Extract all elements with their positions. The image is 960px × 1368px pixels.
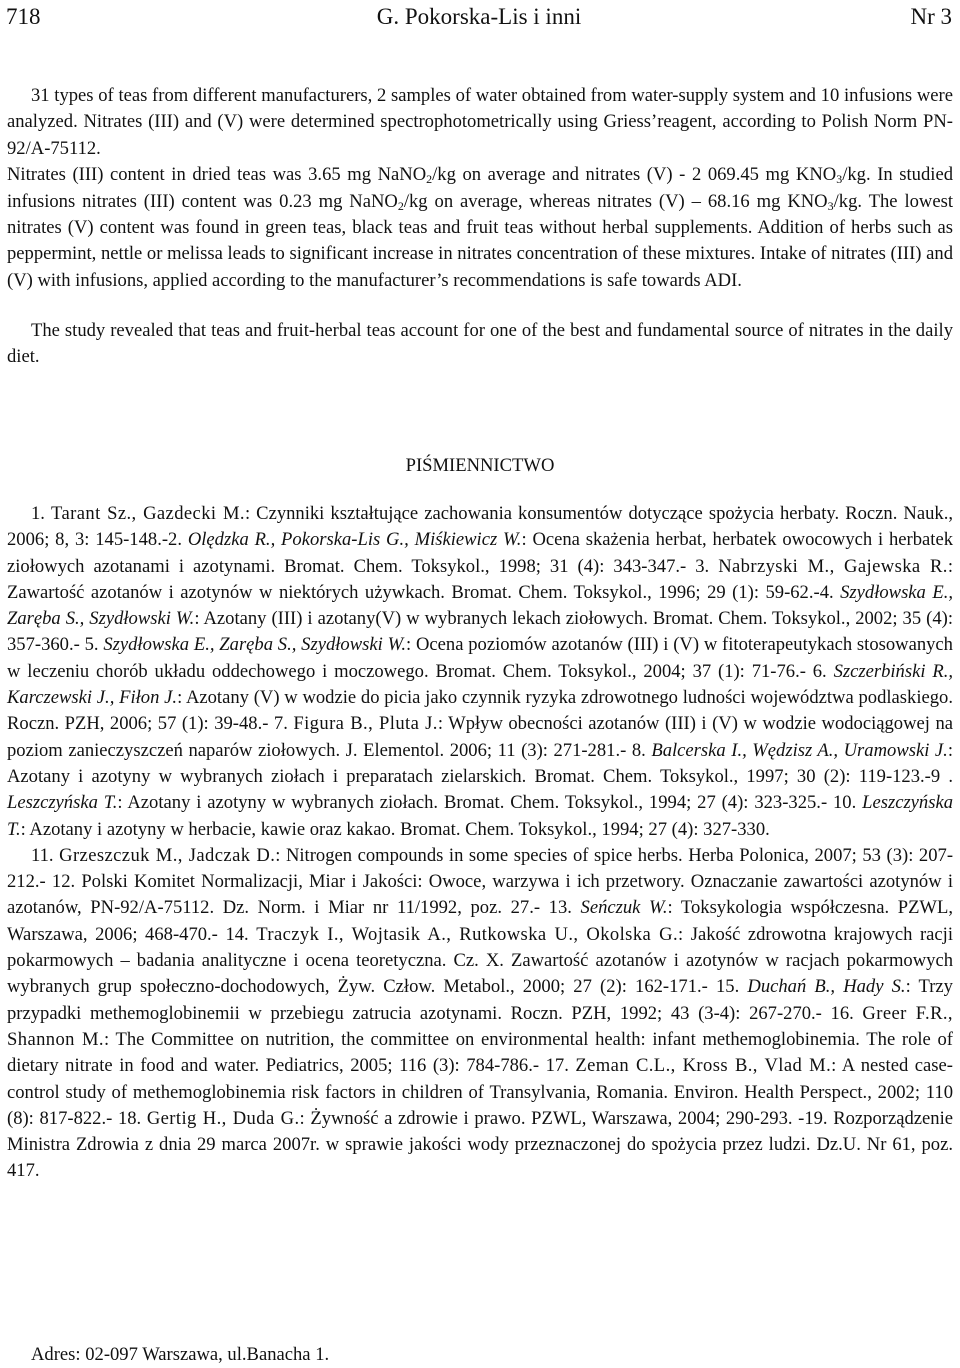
ref-text: : Zawartość azotanów i azotynów w niektórych używkach. Bromat. Chem. Toksykol., 1996; 29 (1): 59-62.-4. xyxy=(7,555,953,603)
ref-authors: Balcerska I., Wędzisz A., Uramowski J. xyxy=(651,739,948,761)
ref-text: : Żywność a zdrowie i prawo. PZWL, Warszawa, 2004; 290-293. -19. Rozporządzenie Ministra Zdrowia z dnia 29 marca 2007r. w sprawie jakości wody przeznaczonej do spożycia przez ludzi. Dz.U. Nr 61, poz. 417. xyxy=(7,1107,953,1182)
ref-text: : Nitrogen compounds in some species of spice herbs. Herba Polonica, 2007; 53 (3): 207-212.- 12. Polski Komitet Normalizacji, Miar i Jakości: Owoce, warzywa i ich przetwory. Oznaczanie zawartości azotynów i azotanów, PN-92/A-75112. Dz. Norm. i Miar nr 11/1992, poz. 27.- 13. xyxy=(7,844,954,919)
ref-text: : A nested case-control study of methemoglobinemia risk factors in children of Transylvania, Romania. Environ. Health Perspect., 2002; 110 (8): 817-822.- 18. xyxy=(7,1055,953,1129)
ref-authors: Gertig H., Duda G. xyxy=(146,1107,300,1129)
page-number: 718 xyxy=(6,4,41,29)
author-address: Adres: 02-097 Warszawa, ul.Banacha 1. xyxy=(31,1344,330,1365)
ref-authors: Seńczuk W. xyxy=(580,897,668,919)
ref-text: : The Committee on nutrition, the committee on environmental health: infant methemoglobinemia. The role of dietary nitrate in food and water. Pediatrics, 2005; 116 (3): 784-786.- 17. xyxy=(7,1028,953,1077)
ref-text: : Azotany i azotyny w wybranych ziołach i preparatach zielarskich. Bromat. Chem. Toksykol., 1997; 30 (2): 119-123.-9 . xyxy=(7,739,954,787)
ref-authors: Grzeszczuk M., Jadczak D. xyxy=(59,844,276,866)
ref-authors: Olędzka R., Pokorska-Lis G., Miśkiewicz W. xyxy=(187,529,522,551)
abstract-paragraph-2: The study revealed that teas and fruit-herbal teas account for one of the best and fundamental source of nitrates in the daily diet. xyxy=(7,320,953,368)
ref-authors: Tarant Sz., Gazdecki M. xyxy=(51,503,245,524)
ref-text: : Czynniki kształtujące zachowania konsumentów dotyczące spożycia herbaty. Roczn. Nauk., 2006; 8, 3: 145-148.-2. xyxy=(7,503,954,551)
abstract-sentence-dried-teas-a: Nitrates (III) content in dried teas was 3.65 mg NaNO xyxy=(7,164,427,186)
subscript-2: 2 xyxy=(397,198,404,213)
references-block-1 xyxy=(7,501,953,843)
ref-text: : Azotany (V) w wodzie do picia jako czynnik ryzyka zdrowotnego ludności województwa podlaskiego. Roczn. PZH, 2006; 57 (1): 39-48.- 7. xyxy=(7,687,953,735)
abstract-paragraph-1 xyxy=(7,83,953,294)
ref-authors: Traczyk I., Wojtasik A., Rutkowska U., Okolska G. xyxy=(256,923,679,945)
ref-text: : Ocena skażenia herbat, herbatek owocowych i herbatek ziołowych azotanami i azotynami. Bromat. Chem. Toksykol., 1998; 31 (4): 343-347.- 3. xyxy=(7,529,954,577)
ref-text: : Azotany i azotyny w wybranych ziołach. Bromat. Chem. Toksykol., 1994; 27 (4): 323-325.- 10. xyxy=(117,792,857,814)
ref-number: 11. xyxy=(31,844,54,866)
ref-authors: Nabrzyski M., Gajewska R. xyxy=(718,555,948,577)
ref-authors: Duchań B., Hady S. xyxy=(747,976,906,998)
ref-number: 1. xyxy=(31,503,45,524)
ref-authors: Leszczyńska T. xyxy=(7,792,118,814)
running-title: G. Pokorska-Lis i inni xyxy=(376,4,582,29)
abstract-sentence-infusions-b: /kg on average, whereas nitrates (V) – 68.16 mg KNO xyxy=(403,190,828,212)
running-header xyxy=(6,2,952,32)
abstract-sentence-infusions-a: In studied infusions nitrates (III) content was 0.23 mg NaNO xyxy=(7,164,953,212)
abstract-sentence-infusions-c: /kg. xyxy=(833,190,863,212)
references-list xyxy=(7,501,953,1185)
ref-text: : Trzy przypadki methemoglobinemii w przebiegu zatrucia azotynami. Roczn. PZH, 1992; 43 (3-4): 267-270.- 16. xyxy=(7,976,953,1024)
ref-text: : Azotany (III) i azotany(V) w wybranych lekach ziołowych. Bromat. Chem. Toksykol., 2002; 35 (4): 357-360.- 5. xyxy=(7,608,953,656)
subscript-3: 3 xyxy=(827,198,834,213)
ref-authors: Leszczyńska T. xyxy=(7,792,954,840)
abstract-sentence-methods: 31 types of teas from different manufacturers, 2 samples of water obtained from water-supply system and 10 infusions were analyzed. Nitrates (III) and (V) were determined spectrophotometrically using Griess’reagent, according to Polish Norm PN-92/A-75112. xyxy=(7,85,953,159)
ref-authors: Zeman C.L., Kross B., Vlad M. xyxy=(575,1055,832,1077)
subscript-3: 3 xyxy=(836,172,843,187)
ref-authors: Figura B., Pluta J. xyxy=(293,713,438,735)
ref-text: : Azotany i azotyny w herbacie, kawie oraz kakao. Bromat. Chem. Toksykol., 1994; 27 (4): 327-330. xyxy=(20,818,770,840)
abstract-sentence-findings: The lowest nitrates (V) content was found in green teas, black teas and fruit teas without herbal supplements. Addition of herbs such as peppermint, nettle or melissa leads to significant increase in nitrates concentration of these mixtures. Intake of nitrates (III) and (V) with infusions, applied according to the manufacturer’s recommendations is safe towards ADI. xyxy=(7,190,954,291)
ref-authors: Greer F.R., Shannon M. xyxy=(7,1002,953,1050)
ref-text: : Jakość zdrowotna krajowych racji pokarmowych – badania analityczne i ocena teoretyczna. Cz. X. Zawartość azotanów i azotynów w racjach pokarmowych wybranych grup społeczno-dochodowych, Żyw. Człow. Metabol., 2000; 27 (2): 162-171.- 15. xyxy=(7,923,954,998)
ref-authors: Szydłowska E., Zaręba S., Szydłowski W. xyxy=(103,634,407,656)
issue-number: Nr 3 xyxy=(910,4,952,29)
abstract-sentence-dried-teas-c: /kg. xyxy=(842,164,871,186)
ref-authors: Szczerbiński R., Karczewski J., Fiłon J. xyxy=(7,660,954,709)
subscript-2: 2 xyxy=(426,172,433,187)
ref-text: : Wpływ obecności azotanów (III) i (V) w wodzie wodociągowej na poziom zanieczyszczeń naparów ziołowych. J. Elementol. 2006; 11 (3): 271-281.- 8. xyxy=(7,713,953,761)
abstract-sentence-dried-teas-b: /kg on average and nitrates (V) - 2 069.45 mg KNO xyxy=(432,164,837,186)
ref-text: : Toksykologia współczesna. PZWL, Warszawa, 2006; 468-470.- 14. xyxy=(7,897,953,945)
ref-text: : Ocena poziomów azotanów (III) i (V) w fitoterapeutykach stosowanych w leczeniu chorób układu oddechowego i moczowego. Bromat. Chem. Toksykol., 2004; 37 (1): 71-76.- 6. xyxy=(7,634,953,682)
ref-authors: Szydłowska E., Zaręba S., Szydłowski W. xyxy=(7,581,953,630)
references-heading: PIŚMIENNICTWO xyxy=(405,455,555,476)
references-block-2 xyxy=(7,843,953,1185)
